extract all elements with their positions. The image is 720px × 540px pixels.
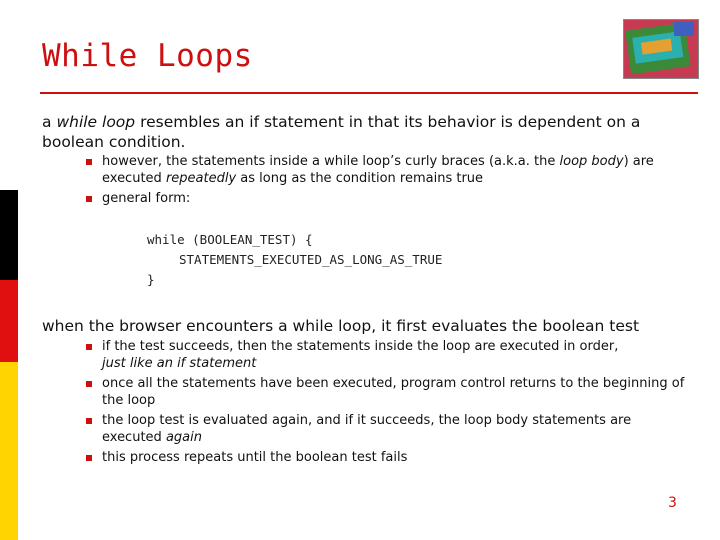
bullet-square-icon — [86, 418, 92, 424]
bullet-square-icon — [86, 196, 92, 202]
bullet-square-icon — [86, 344, 92, 350]
sub-point-repeats: this process repeats until the boolean test fails — [86, 450, 686, 467]
point-while-loop-intro: a while loop resembles an if statement in that its behavior is dependent on a boolean condition. — [42, 113, 641, 151]
decor-bar-yellow — [0, 362, 18, 540]
code-line: } — [147, 272, 155, 287]
decor-bar-red — [0, 280, 18, 362]
bullet-square-icon — [86, 159, 92, 165]
page-number: 3 — [668, 495, 677, 511]
sub-point-test-succeeds: if the test succeeds, then the statements inside the loop are executed in order, just like an if statement — [86, 339, 686, 372]
decor-bar-black — [0, 190, 18, 280]
code-block-general-form — [147, 230, 442, 290]
point-browser-evaluates: when the browser encounters a while loop, it first evaluates the boolean test — [42, 317, 640, 335]
corner-thumbnail-image — [623, 19, 699, 79]
sub-point-general-form: general form: — [86, 191, 686, 208]
code-line: STATEMENTS_EXECUTED_AS_LONG_AS_TRUE — [179, 252, 443, 267]
sub-point-control-returns: once all the statements have been executed, program control returns to the beginning of the loop — [86, 376, 686, 409]
sub-point-test-again: the loop test is evaluated again, and if it succeeds, the loop body statements are executed again — [86, 413, 686, 446]
title-underline — [40, 92, 698, 94]
code-line: while (BOOLEAN_TEST) { — [147, 232, 313, 247]
decor-bar-white — [0, 0, 18, 190]
bullet-square-icon — [86, 381, 92, 387]
slide-title: While Loops — [42, 38, 253, 74]
sub-point-loop-body: however, the statements inside a while loop’s curly braces (a.k.a. the loop body) are executed repeatedly as long as the condition remains true — [86, 154, 686, 187]
bullet-square-icon — [86, 455, 92, 461]
